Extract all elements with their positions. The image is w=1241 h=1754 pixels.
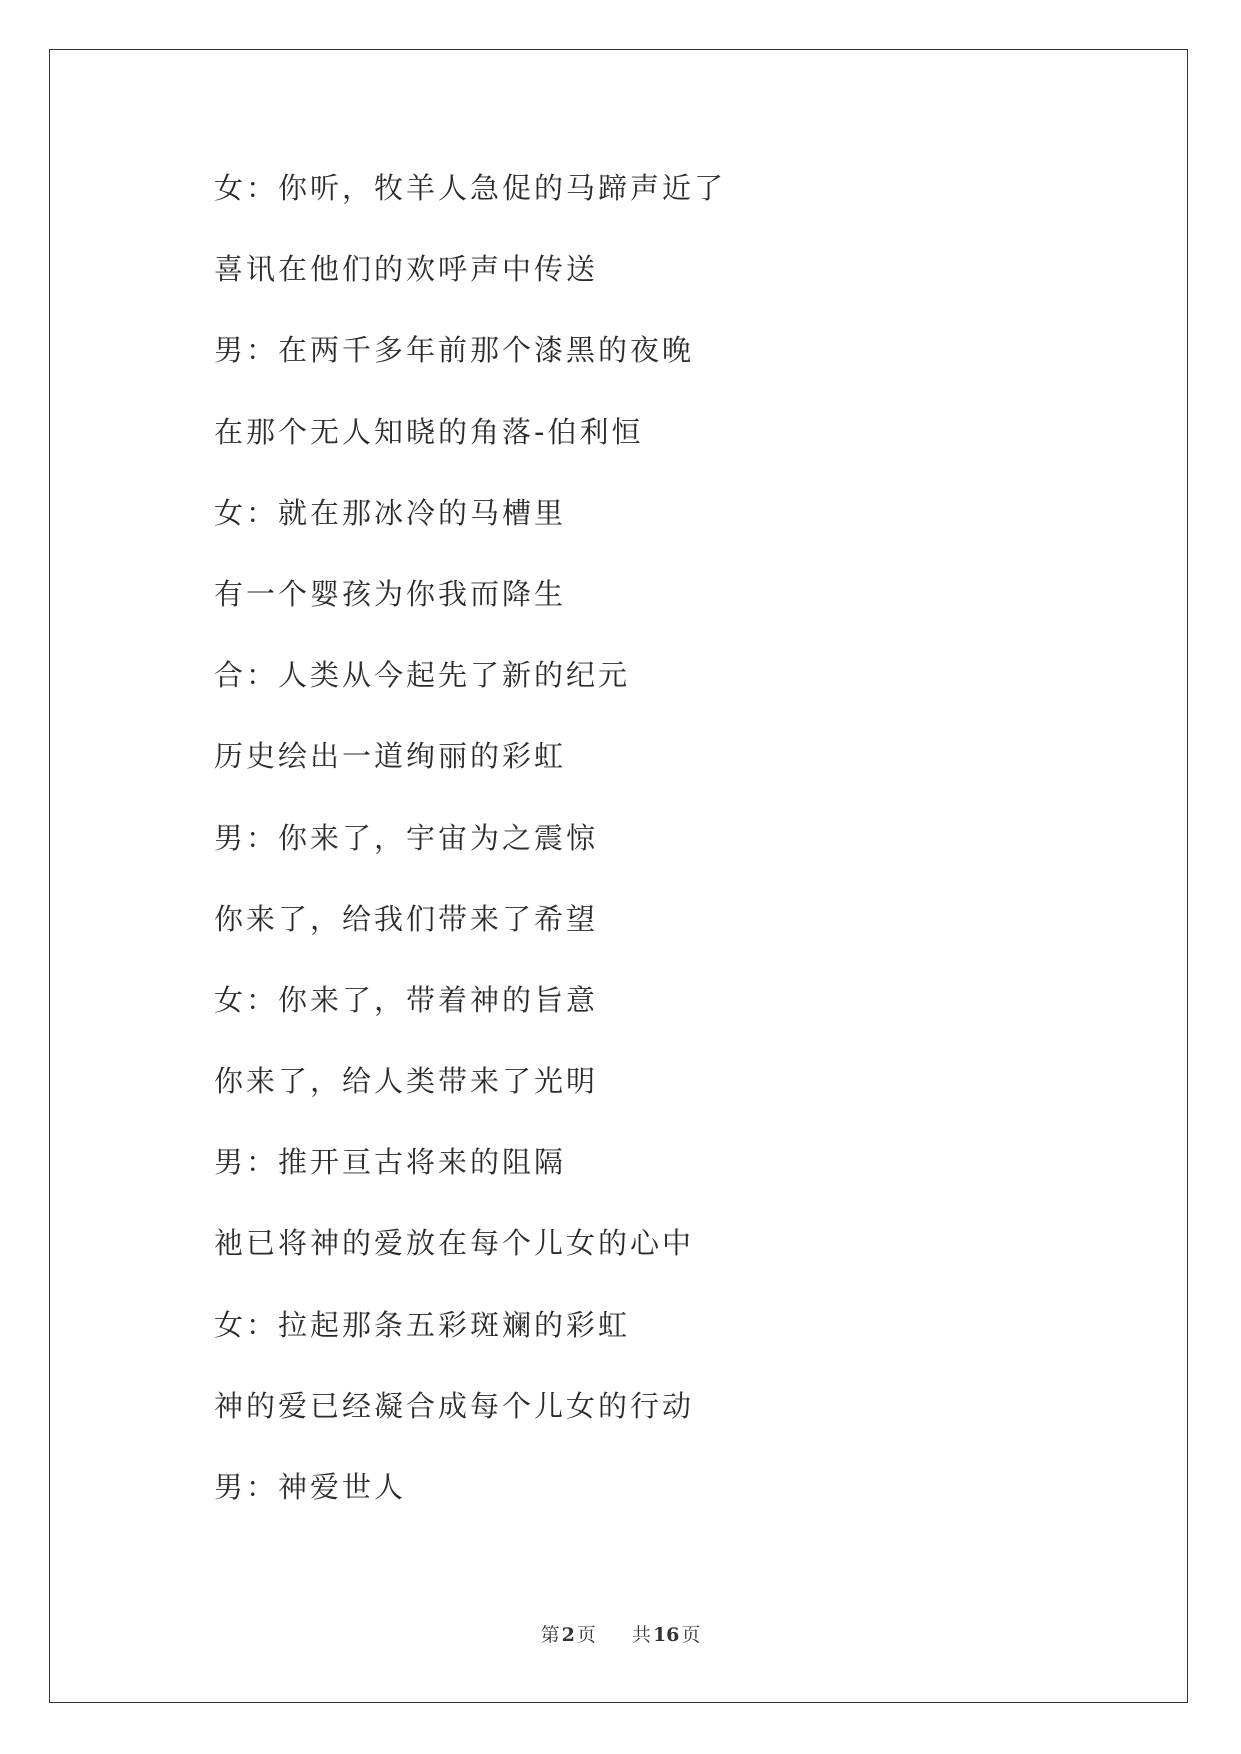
- text-line: 历史绘出一道绚丽的彩虹: [214, 739, 567, 774]
- text-line: 喜讯在他们的欢呼声中传送: [214, 252, 599, 287]
- text-line: 女：你来了，带着神的旨意: [214, 982, 599, 1017]
- text-line: 男：你来了，宇宙为之震惊: [214, 820, 599, 855]
- text-line: 你来了，给人类带来了光明: [214, 1064, 599, 1099]
- text-line: 男：神爱世人: [214, 1470, 407, 1504]
- text-line: 女：你听，牧羊人急促的马蹄声近了: [214, 171, 727, 205]
- document-body: [214, 170, 1114, 1550]
- total-suffix: 页: [681, 1624, 701, 1646]
- text-line: 祂已将神的爱放在每个儿女的心中: [214, 1226, 695, 1261]
- text-line: 男：在两千多年前那个漆黑的夜晚: [214, 333, 695, 368]
- text-line: 有一个婴孩为你我而降生: [214, 576, 567, 611]
- text-line: 你来了，给我们带来了希望: [214, 901, 599, 936]
- text-line: 女：拉起那条五彩斑斓的彩虹: [214, 1307, 631, 1342]
- page-number: 2: [561, 1624, 575, 1646]
- page-footer: [0, 1620, 1241, 1647]
- text-line: 女：就在那冰冷的马槽里: [214, 495, 567, 530]
- total-pages: 16: [652, 1624, 680, 1646]
- text-line: 神的爱已经凝合成每个儿女的行动: [214, 1388, 695, 1423]
- total-pages-indicator: [632, 1620, 700, 1647]
- text-line: 在那个无人知晓的角落-伯利恒: [214, 414, 644, 449]
- text-line: 男：推开亘古将来的阻隔: [214, 1145, 567, 1180]
- page-indicator: [541, 1620, 596, 1647]
- total-prefix: 共: [631, 1624, 651, 1646]
- page-suffix: 页: [576, 1624, 596, 1646]
- text-line: 合：人类从今起先了新的纪元: [214, 658, 631, 693]
- page-prefix: 第: [540, 1624, 560, 1646]
